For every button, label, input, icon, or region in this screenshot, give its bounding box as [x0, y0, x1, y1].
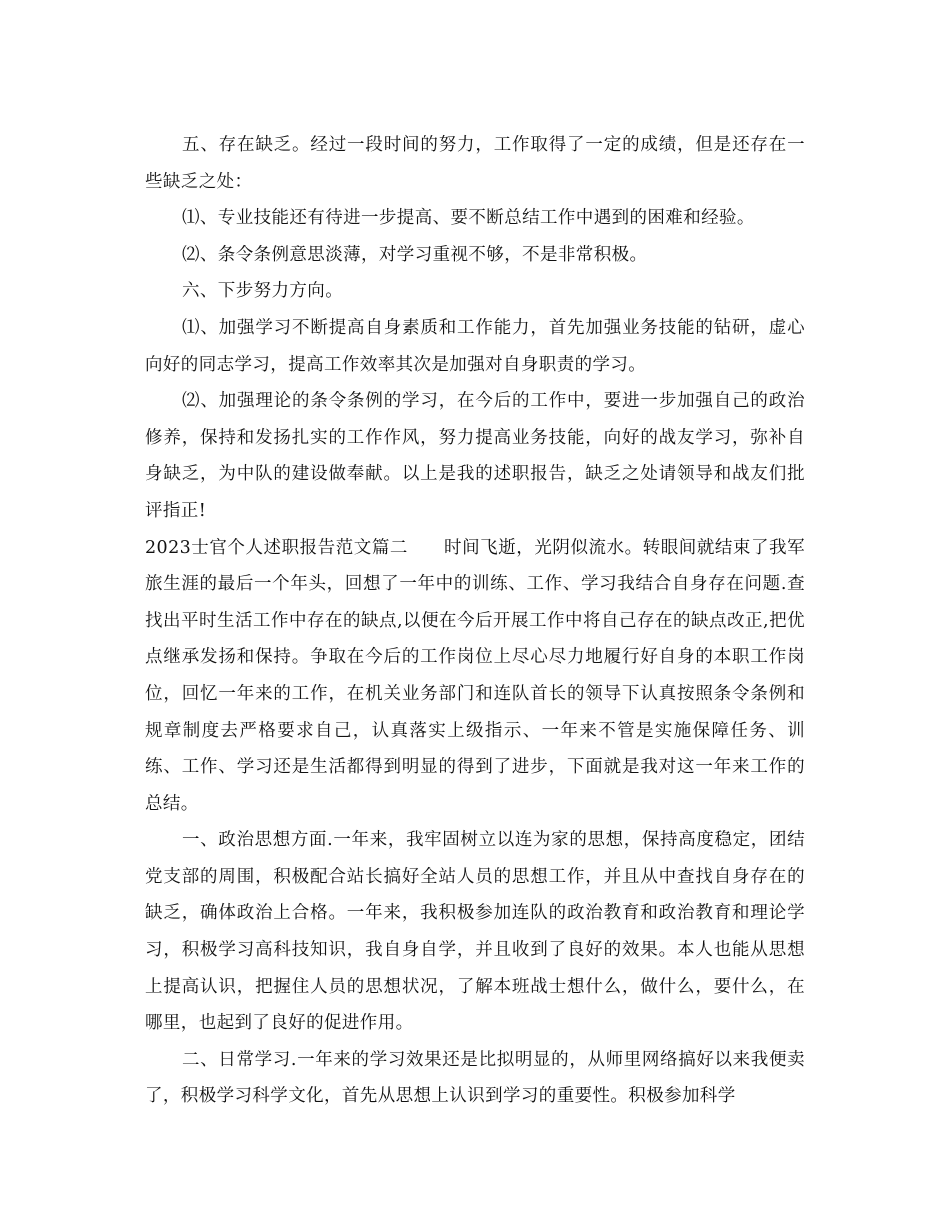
paragraph-deficiencies: 五、存在缺乏。经过一段时间的努力，工作取得了一定的成绩，但是还存在一些缺乏之处： [145, 135, 805, 192]
paragraph-deficiency-1: ⑴、专业技能还有待进一步提高、要不断总结工作中遇到的困难和经验。 [182, 208, 755, 229]
document-body [145, 127, 805, 1115]
paragraph-deficiency-2: ⑵、条令条例意思淡薄，对学习重视不够，不是非常积极。 [182, 244, 648, 265]
paragraph-next-step-2: ⑵、加强理论的条令条例的学习，在今后的工作中，要进一步加强自己的政治修养，保持和发扬扎实的工作作风，努力提高业务技能，向好的战友学习，弥补自身缺乏，为中队的建设做奉献。以上是我的述职报告，缺乏之处请领导和战友们批评指正! [145, 391, 805, 521]
paragraph-report-two-intro: 2023士官个人述职报告范文篇二 时间飞逝，光阴似流水。转眼间就结束了我军旅生涯的最后一个年头，回想了一年中的训练、工作、学习我结合自身存在问题.查找出平时生活工作中存在的缺点,以便在今后开展工作中将自己存在的缺点改正,把优点继承发扬和保持。争取在今后的工作岗位上尽心尽力地履行好自身的本职工作岗位，回忆一年来的工作，在机关业务部门和连队首长的领导下认真按照条令条例和规章制度去严格要求自己，认真落实上级指示、一年来不管是实施保障任务、训练、工作、学习还是生活都得到明显的得到了进步，下面就是我对这一年来工作的总结。 [145, 537, 805, 814]
paragraph-political-thought: 一、政治思想方面.一年来，我牢固树立以连为家的思想，保持高度稳定，团结党支部的周围，积极配合站长搞好全站人员的思想工作，并且从中查找自身存在的缺乏，确体政治上合格。一年来，我积极参加连队的政治教育和政治教育和理论学习，积极学习高科技知识，我自身自学，并且收到了良好的效果。本人也能从思想上提高认识，把握住人员的思想状况，了解本班战士想什么，做什么，要什么，在哪里，也起到了良好的促进作用。 [145, 830, 805, 1034]
paragraph-next-step-1: ⑴、加强学习不断提高自身素质和工作能力，首先加强业务技能的钻研，虚心向好的同志学习，提高工作效率其次是加强对自身职责的学习。 [145, 317, 805, 375]
paragraph-daily-study: 二、日常学习.一年来的学习效果还是比拟明显的，从师里网络搞好以来我便卖了，积极学习科学文化，首先从思想上认识到学习的重要性。积极参加科学 [145, 1049, 805, 1107]
paragraph-next-steps-heading: 六、下步努力方向。 [182, 281, 344, 302]
